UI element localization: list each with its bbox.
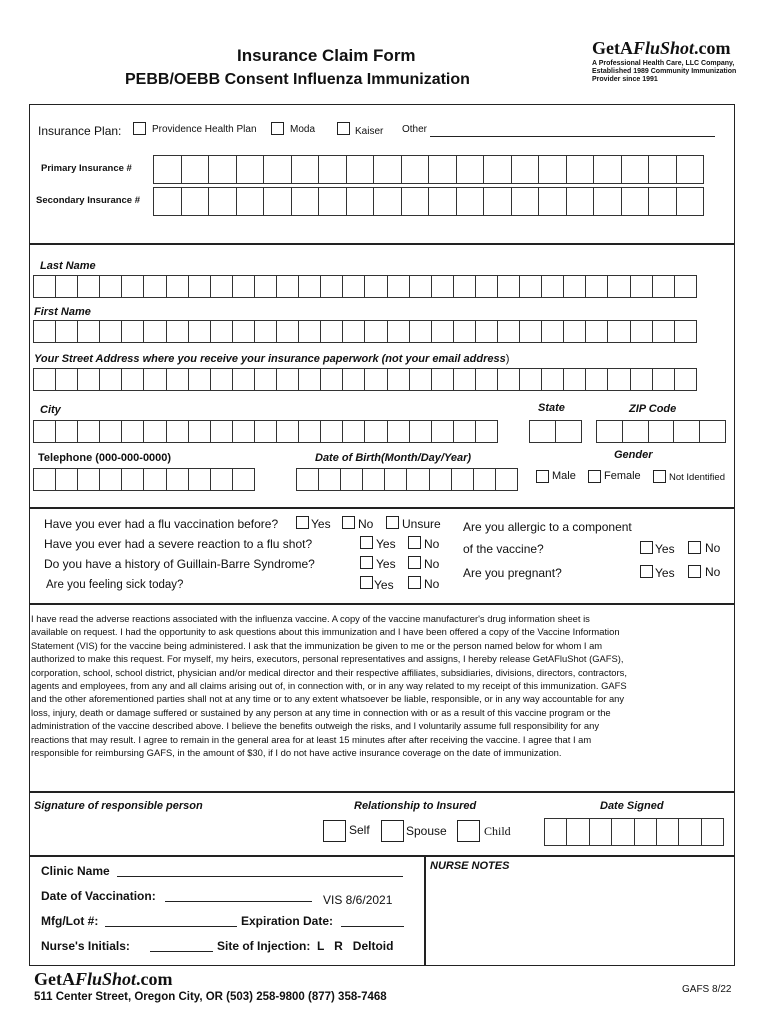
entry-cell[interactable]: [166, 320, 189, 343]
q4-yes-label: Yes: [374, 578, 394, 592]
entry-cell[interactable]: [674, 368, 697, 391]
entry-cell[interactable]: [607, 320, 630, 343]
entry-cell[interactable]: [318, 155, 347, 184]
site-injection: Site of Injection: L R Deltoid: [217, 939, 394, 953]
entry-cell[interactable]: [495, 468, 518, 491]
q2-yes-label: Yes: [376, 537, 396, 551]
telephone-label: Telephone (000-000-0000): [38, 452, 172, 464]
entry-cell[interactable]: [143, 468, 166, 491]
entry-cell[interactable]: [428, 187, 457, 216]
entry-cell[interactable]: [340, 468, 363, 491]
q-flu-vaccination: Have you ever had a flu vaccination before?: [44, 517, 279, 531]
entry-cell[interactable]: [511, 187, 540, 216]
q1-yes-checkbox[interactable]: [296, 516, 309, 529]
first-name-cells[interactable]: [33, 320, 697, 343]
date-signed-cells[interactable]: [544, 818, 724, 846]
q3-yes-label: Yes: [376, 557, 396, 571]
entry-cell[interactable]: [497, 368, 520, 391]
dob-label: Date of Birth(Month/Day/Year): [315, 452, 472, 464]
q5-yes-label: Yes: [655, 542, 675, 556]
entry-cell[interactable]: [475, 275, 498, 298]
moda-checkbox[interactable]: [271, 122, 284, 135]
child-label: Child: [484, 824, 511, 838]
entry-cell[interactable]: [166, 275, 189, 298]
q2-no-label: No: [424, 537, 440, 551]
entry-cell[interactable]: [648, 420, 675, 443]
entry-cell[interactable]: [593, 155, 622, 184]
entry-cell[interactable]: [276, 275, 299, 298]
q-pregnant: Are you pregnant?: [463, 566, 562, 580]
entry-cell[interactable]: [585, 275, 608, 298]
entry-cell[interactable]: [409, 420, 432, 443]
entry-cell[interactable]: [431, 320, 454, 343]
entry-cell[interactable]: [622, 420, 649, 443]
entry-cell[interactable]: [630, 368, 653, 391]
entry-cell[interactable]: [153, 155, 182, 184]
entry-cell[interactable]: [648, 187, 677, 216]
entry-cell[interactable]: [456, 155, 485, 184]
q5-yes-checkbox[interactable]: [640, 541, 653, 554]
q6-yes-checkbox[interactable]: [640, 565, 653, 578]
entry-cell[interactable]: [453, 368, 476, 391]
entry-cell[interactable]: [291, 155, 320, 184]
last-name-label: Last Name: [40, 260, 96, 272]
entry-cell[interactable]: [483, 187, 512, 216]
last-name-cells[interactable]: [33, 275, 697, 298]
providence-checkbox[interactable]: [133, 122, 146, 135]
logo: GetAFluShot.com: [592, 38, 731, 58]
relationship-label: Relationship to Insured: [354, 800, 477, 812]
entry-cell[interactable]: [254, 275, 277, 298]
q6-yes-label: Yes: [655, 566, 675, 580]
entry-cell[interactable]: [77, 468, 100, 491]
nurse-initials-label: Nurse's Initials:: [41, 939, 130, 953]
child-checkbox[interactable]: [457, 820, 480, 842]
self-checkbox[interactable]: [323, 820, 346, 842]
entry-cell[interactable]: [121, 275, 144, 298]
entry-cell[interactable]: [121, 368, 144, 391]
q5-no-checkbox[interactable]: [688, 541, 701, 554]
other-label: Other: [402, 124, 428, 135]
entry-cell[interactable]: [541, 275, 564, 298]
entry-cell[interactable]: [607, 275, 630, 298]
entry-cell[interactable]: [652, 368, 675, 391]
entry-cell[interactable]: [541, 368, 564, 391]
entry-cell[interactable]: [519, 320, 542, 343]
entry-cell[interactable]: [529, 420, 556, 443]
entry-cell[interactable]: [236, 187, 265, 216]
entry-cell[interactable]: [563, 320, 586, 343]
entry-cell[interactable]: [373, 187, 402, 216]
form-title: Insurance Claim Form: [237, 46, 416, 65]
entry-cell[interactable]: [475, 368, 498, 391]
entry-cell[interactable]: [232, 320, 255, 343]
entry-cell[interactable]: [409, 275, 432, 298]
entry-cell[interactable]: [33, 275, 56, 298]
q4-no-label: No: [424, 577, 440, 591]
company-info: A Professional Health Care, LLC Company, Established 1989 Community Immunization Provider since 1991: [592, 60, 737, 83]
not-identified-checkbox[interactable]: [653, 470, 666, 483]
entry-cell[interactable]: [232, 275, 255, 298]
entry-cell[interactable]: [55, 320, 78, 343]
entry-cell[interactable]: [166, 468, 189, 491]
entry-cell[interactable]: [143, 320, 166, 343]
secondary-insurance-cells[interactable]: [153, 187, 704, 216]
entry-cell[interactable]: [181, 187, 210, 216]
entry-cell[interactable]: [320, 420, 343, 443]
entry-cell[interactable]: [630, 275, 653, 298]
footer-logo: GetAFluShot.com: [34, 969, 173, 989]
entry-cell[interactable]: [676, 155, 705, 184]
entry-cell[interactable]: [77, 420, 100, 443]
nurse-notes-section: [425, 856, 735, 966]
q4-no-checkbox[interactable]: [408, 576, 421, 589]
spouse-checkbox[interactable]: [381, 820, 404, 842]
q4-yes-checkbox[interactable]: [360, 576, 373, 589]
entry-cell[interactable]: [453, 275, 476, 298]
q-allergic-line2: of the vaccine?: [463, 542, 544, 556]
entry-cell[interactable]: [429, 468, 452, 491]
entry-cell[interactable]: [566, 187, 595, 216]
entry-cell[interactable]: [99, 320, 122, 343]
entry-cell[interactable]: [674, 320, 697, 343]
entry-cell[interactable]: [342, 320, 365, 343]
q-guillain-barre: Do you have a history of Guillain-Barre Syndrome?: [44, 557, 315, 571]
entry-cell[interactable]: [33, 368, 56, 391]
entry-cell[interactable]: [538, 187, 567, 216]
entry-cell[interactable]: [373, 155, 402, 184]
address-cells[interactable]: [33, 368, 697, 391]
entry-cell[interactable]: [99, 275, 122, 298]
entry-cell[interactable]: [276, 368, 299, 391]
entry-cell[interactable]: [232, 420, 255, 443]
entry-cell[interactable]: [298, 320, 321, 343]
form-subtitle: PEBB/OEBB Consent Influenza Immunization: [125, 71, 470, 88]
entry-cell[interactable]: [364, 420, 387, 443]
entry-cell[interactable]: [296, 468, 319, 491]
entry-cell[interactable]: [99, 368, 122, 391]
entry-cell[interactable]: [674, 275, 697, 298]
entry-cell[interactable]: [318, 187, 347, 216]
primary-insurance-label: Primary Insurance #: [41, 163, 132, 174]
secondary-insurance-label: Secondary Insurance #: [36, 195, 141, 206]
entry-cell[interactable]: [497, 320, 520, 343]
zip-cells[interactable]: [596, 420, 726, 443]
entry-cell[interactable]: [483, 155, 512, 184]
entry-cell[interactable]: [431, 368, 454, 391]
entry-cell[interactable]: [409, 368, 432, 391]
entry-cell[interactable]: [121, 320, 144, 343]
entry-cell[interactable]: [99, 468, 122, 491]
entry-cell[interactable]: [188, 468, 211, 491]
entry-cell[interactable]: [563, 275, 586, 298]
nurse-notes-label: NURSE NOTES: [430, 860, 510, 872]
entry-cell[interactable]: [585, 320, 608, 343]
entry-cell[interactable]: [263, 155, 292, 184]
entry-cell[interactable]: [401, 155, 430, 184]
entry-cell[interactable]: [431, 420, 454, 443]
entry-cell[interactable]: [589, 818, 612, 846]
entry-cell[interactable]: [232, 368, 255, 391]
mfg-lot-label: Mfg/Lot #:: [41, 914, 99, 928]
entry-cell[interactable]: [99, 420, 122, 443]
entry-cell[interactable]: [346, 187, 375, 216]
entry-cell[interactable]: [596, 420, 623, 443]
entry-cell[interactable]: [77, 368, 100, 391]
moda-label: Moda: [290, 124, 316, 135]
entry-cell[interactable]: [188, 275, 211, 298]
entry-cell[interactable]: [318, 468, 341, 491]
entry-cell[interactable]: [652, 320, 675, 343]
entry-cell[interactable]: [544, 818, 567, 846]
footer-address: 511 Center Street, Oregon City, OR (503) 258-9800 (877) 358-7468: [34, 991, 387, 1003]
q6-no-label: No: [705, 565, 721, 579]
entry-cell[interactable]: [387, 368, 410, 391]
entry-cell[interactable]: [298, 275, 321, 298]
entry-cell[interactable]: [55, 468, 78, 491]
q3-yes-checkbox[interactable]: [360, 556, 373, 569]
entry-cell[interactable]: [431, 275, 454, 298]
entry-cell[interactable]: [208, 187, 237, 216]
first-name-label: First Name: [34, 306, 91, 318]
mfg-lot-input[interactable]: [105, 926, 237, 927]
entry-cell[interactable]: [621, 155, 650, 184]
entry-cell[interactable]: [473, 468, 496, 491]
entry-cell[interactable]: [519, 368, 542, 391]
entry-cell[interactable]: [541, 320, 564, 343]
entry-cell[interactable]: [387, 420, 410, 443]
entry-cell[interactable]: [701, 818, 724, 846]
entry-cell[interactable]: [121, 420, 144, 443]
gender-label: Gender: [614, 449, 653, 461]
entry-cell[interactable]: [33, 320, 56, 343]
signature-label: Signature of responsible person: [34, 800, 203, 812]
entry-cell[interactable]: [538, 155, 567, 184]
entry-cell[interactable]: [188, 420, 211, 443]
entry-cell[interactable]: [236, 155, 265, 184]
entry-cell[interactable]: [475, 420, 498, 443]
entry-cell[interactable]: [276, 420, 299, 443]
zip-label: ZIP Code: [629, 403, 677, 415]
clinic-name-label: Clinic Name: [41, 864, 110, 878]
telephone-cells[interactable]: [33, 468, 255, 491]
entry-cell[interactable]: [563, 368, 586, 391]
entry-cell[interactable]: [497, 275, 520, 298]
entry-cell[interactable]: [364, 320, 387, 343]
consent-text: I have read the adverse reactions associated with the influenza vaccine. A copy of the vaccine manufacturer's drug information sheet is available on request. I had the opportunity to ask questions about this immunization and I have been offered a copy of the Vaccine Information Statement (VIS) for the vaccine being administered. I ask that the immunization be given to me or the person named below for whom I am authorized to make this request. For myself, my heirs, executors, personal representatives and assigns, I hereby release GetAFluShot (GAFS), corporation, school, school district, physician and/or medical director and their respective affiliates, subsidiaries, divisions, directors, contractors, agents and employees, from any and all claims arising out of, in connection with, or in any way related to my receipt of this immunization. GAFS and the other aforementioned parties shall not at any time or to any extent whatsoever be liable, responsible, or in any way accountable for any loss, injury, death or damage suffered or sustained by any person at any time in connection with or as a result of this vaccine program or the administration of the vaccine described above. I believe the benefits outweigh the risks, and I voluntarily assume full responsibility for any reactions that may result. I agree to remain in the general area for at least 15 minutes after after receiving the vaccine. I agree that I am responsible for reimbursing GAFS, in the amount of $30, if I do not have active insurance coverage on the date of immunization.: [31, 613, 627, 759]
entry-cell[interactable]: [387, 275, 410, 298]
entry-cell[interactable]: [232, 468, 255, 491]
entry-cell[interactable]: [453, 320, 476, 343]
entry-cell[interactable]: [401, 187, 430, 216]
entry-cell[interactable]: [254, 420, 277, 443]
entry-cell[interactable]: [409, 320, 432, 343]
q6-no-checkbox[interactable]: [688, 565, 701, 578]
self-label: Self: [349, 823, 370, 837]
q2-yes-checkbox[interactable]: [360, 536, 373, 549]
q3-no-checkbox[interactable]: [408, 556, 421, 569]
entry-cell[interactable]: [673, 420, 700, 443]
entry-cell[interactable]: [291, 187, 320, 216]
entry-cell[interactable]: [630, 320, 653, 343]
clinic-name-input[interactable]: [117, 876, 403, 877]
not-identified-label: Not Identified: [669, 472, 725, 483]
form-code: GAFS 8/22: [682, 984, 732, 995]
entry-cell[interactable]: [652, 275, 675, 298]
entry-cell[interactable]: [364, 275, 387, 298]
q1-no-label: No: [358, 517, 374, 531]
entry-cell[interactable]: [188, 320, 211, 343]
nurse-initials-input[interactable]: [150, 951, 213, 952]
q1-unsure-checkbox[interactable]: [386, 516, 399, 529]
entry-cell[interactable]: [210, 420, 233, 443]
q2-no-checkbox[interactable]: [408, 536, 421, 549]
entry-cell[interactable]: [298, 420, 321, 443]
address-label: Your Street Address where you receive your insurance paperwork (not your email address): [34, 353, 510, 365]
city-cells[interactable]: [33, 420, 498, 443]
entry-cell[interactable]: [55, 368, 78, 391]
entry-cell[interactable]: [607, 368, 630, 391]
entry-cell[interactable]: [166, 368, 189, 391]
entry-cell[interactable]: [320, 320, 343, 343]
entry-cell[interactable]: [699, 420, 726, 443]
expiration-label: Expiration Date:: [241, 914, 334, 928]
vis-date: VIS 8/6/2021: [323, 893, 393, 907]
entry-cell[interactable]: [181, 155, 210, 184]
entry-cell[interactable]: [166, 420, 189, 443]
entry-cell[interactable]: [342, 420, 365, 443]
q-allergic-line1: Are you allergic to a component: [463, 520, 632, 534]
female-label: Female: [604, 470, 641, 482]
q1-unsure-label: Unsure: [402, 517, 441, 531]
date-vaccination-label: Date of Vaccination:: [41, 889, 156, 903]
kaiser-checkbox[interactable]: [337, 122, 350, 135]
entry-cell[interactable]: [511, 155, 540, 184]
dob-cells[interactable]: [296, 468, 518, 491]
primary-insurance-cells[interactable]: [153, 155, 704, 184]
entry-cell[interactable]: [298, 368, 321, 391]
expiration-input[interactable]: [341, 926, 404, 927]
entry-cell[interactable]: [77, 275, 100, 298]
entry-cell[interactable]: [55, 275, 78, 298]
kaiser-label: Kaiser: [355, 126, 384, 137]
q-severe-reaction: Have you ever had a severe reaction to a flu shot?: [44, 537, 313, 551]
entry-cell[interactable]: [342, 275, 365, 298]
date-vaccination-input[interactable]: [165, 901, 312, 902]
entry-cell[interactable]: [406, 468, 429, 491]
q3-no-label: No: [424, 557, 440, 571]
entry-cell[interactable]: [276, 320, 299, 343]
entry-cell[interactable]: [678, 818, 701, 846]
entry-cell[interactable]: [342, 368, 365, 391]
entry-cell[interactable]: [456, 187, 485, 216]
state-cells[interactable]: [529, 420, 582, 443]
entry-cell[interactable]: [254, 320, 277, 343]
entry-cell[interactable]: [453, 420, 476, 443]
entry-cell[interactable]: [364, 368, 387, 391]
entry-cell[interactable]: [143, 275, 166, 298]
entry-cell[interactable]: [254, 368, 277, 391]
insurance-plan-label: Insurance Plan:: [38, 124, 122, 138]
entry-cell[interactable]: [55, 420, 78, 443]
entry-cell[interactable]: [566, 155, 595, 184]
entry-cell[interactable]: [451, 468, 474, 491]
entry-cell[interactable]: [593, 187, 622, 216]
q1-yes-label: Yes: [311, 517, 331, 531]
female-checkbox[interactable]: [588, 470, 601, 483]
entry-cell[interactable]: [33, 420, 56, 443]
entry-cell[interactable]: [519, 275, 542, 298]
entry-cell[interactable]: [384, 468, 407, 491]
entry-cell[interactable]: [208, 155, 237, 184]
entry-cell[interactable]: [210, 368, 233, 391]
entry-cell[interactable]: [121, 468, 144, 491]
q-feeling-sick: Are you feeling sick today?: [46, 579, 184, 591]
male-checkbox[interactable]: [536, 470, 549, 483]
date-signed-label: Date Signed: [600, 800, 664, 812]
providence-label: Providence Health Plan: [152, 124, 257, 135]
entry-cell[interactable]: [428, 155, 457, 184]
entry-cell[interactable]: [210, 468, 233, 491]
entry-cell[interactable]: [387, 320, 410, 343]
entry-cell[interactable]: [77, 320, 100, 343]
entry-cell[interactable]: [585, 368, 608, 391]
entry-cell[interactable]: [210, 320, 233, 343]
entry-cell[interactable]: [634, 818, 657, 846]
entry-cell[interactable]: [566, 818, 589, 846]
entry-cell[interactable]: [621, 187, 650, 216]
entry-cell[interactable]: [676, 187, 705, 216]
entry-cell[interactable]: [648, 155, 677, 184]
entry-cell[interactable]: [656, 818, 679, 846]
male-label: Male: [552, 470, 576, 482]
entry-cell[interactable]: [611, 818, 634, 846]
spouse-label: Spouse: [406, 824, 447, 838]
entry-cell[interactable]: [153, 187, 182, 216]
entry-cell[interactable]: [475, 320, 498, 343]
other-input[interactable]: [430, 136, 715, 137]
entry-cell[interactable]: [362, 468, 385, 491]
entry-cell[interactable]: [555, 420, 582, 443]
q5-no-label: No: [705, 541, 721, 555]
entry-cell[interactable]: [188, 368, 211, 391]
entry-cell[interactable]: [320, 368, 343, 391]
entry-cell[interactable]: [346, 155, 375, 184]
entry-cell[interactable]: [143, 420, 166, 443]
entry-cell[interactable]: [143, 368, 166, 391]
entry-cell[interactable]: [320, 275, 343, 298]
entry-cell[interactable]: [210, 275, 233, 298]
entry-cell[interactable]: [33, 468, 56, 491]
city-label: City: [40, 404, 61, 416]
q1-no-checkbox[interactable]: [342, 516, 355, 529]
state-label: State: [538, 402, 565, 414]
entry-cell[interactable]: [263, 187, 292, 216]
